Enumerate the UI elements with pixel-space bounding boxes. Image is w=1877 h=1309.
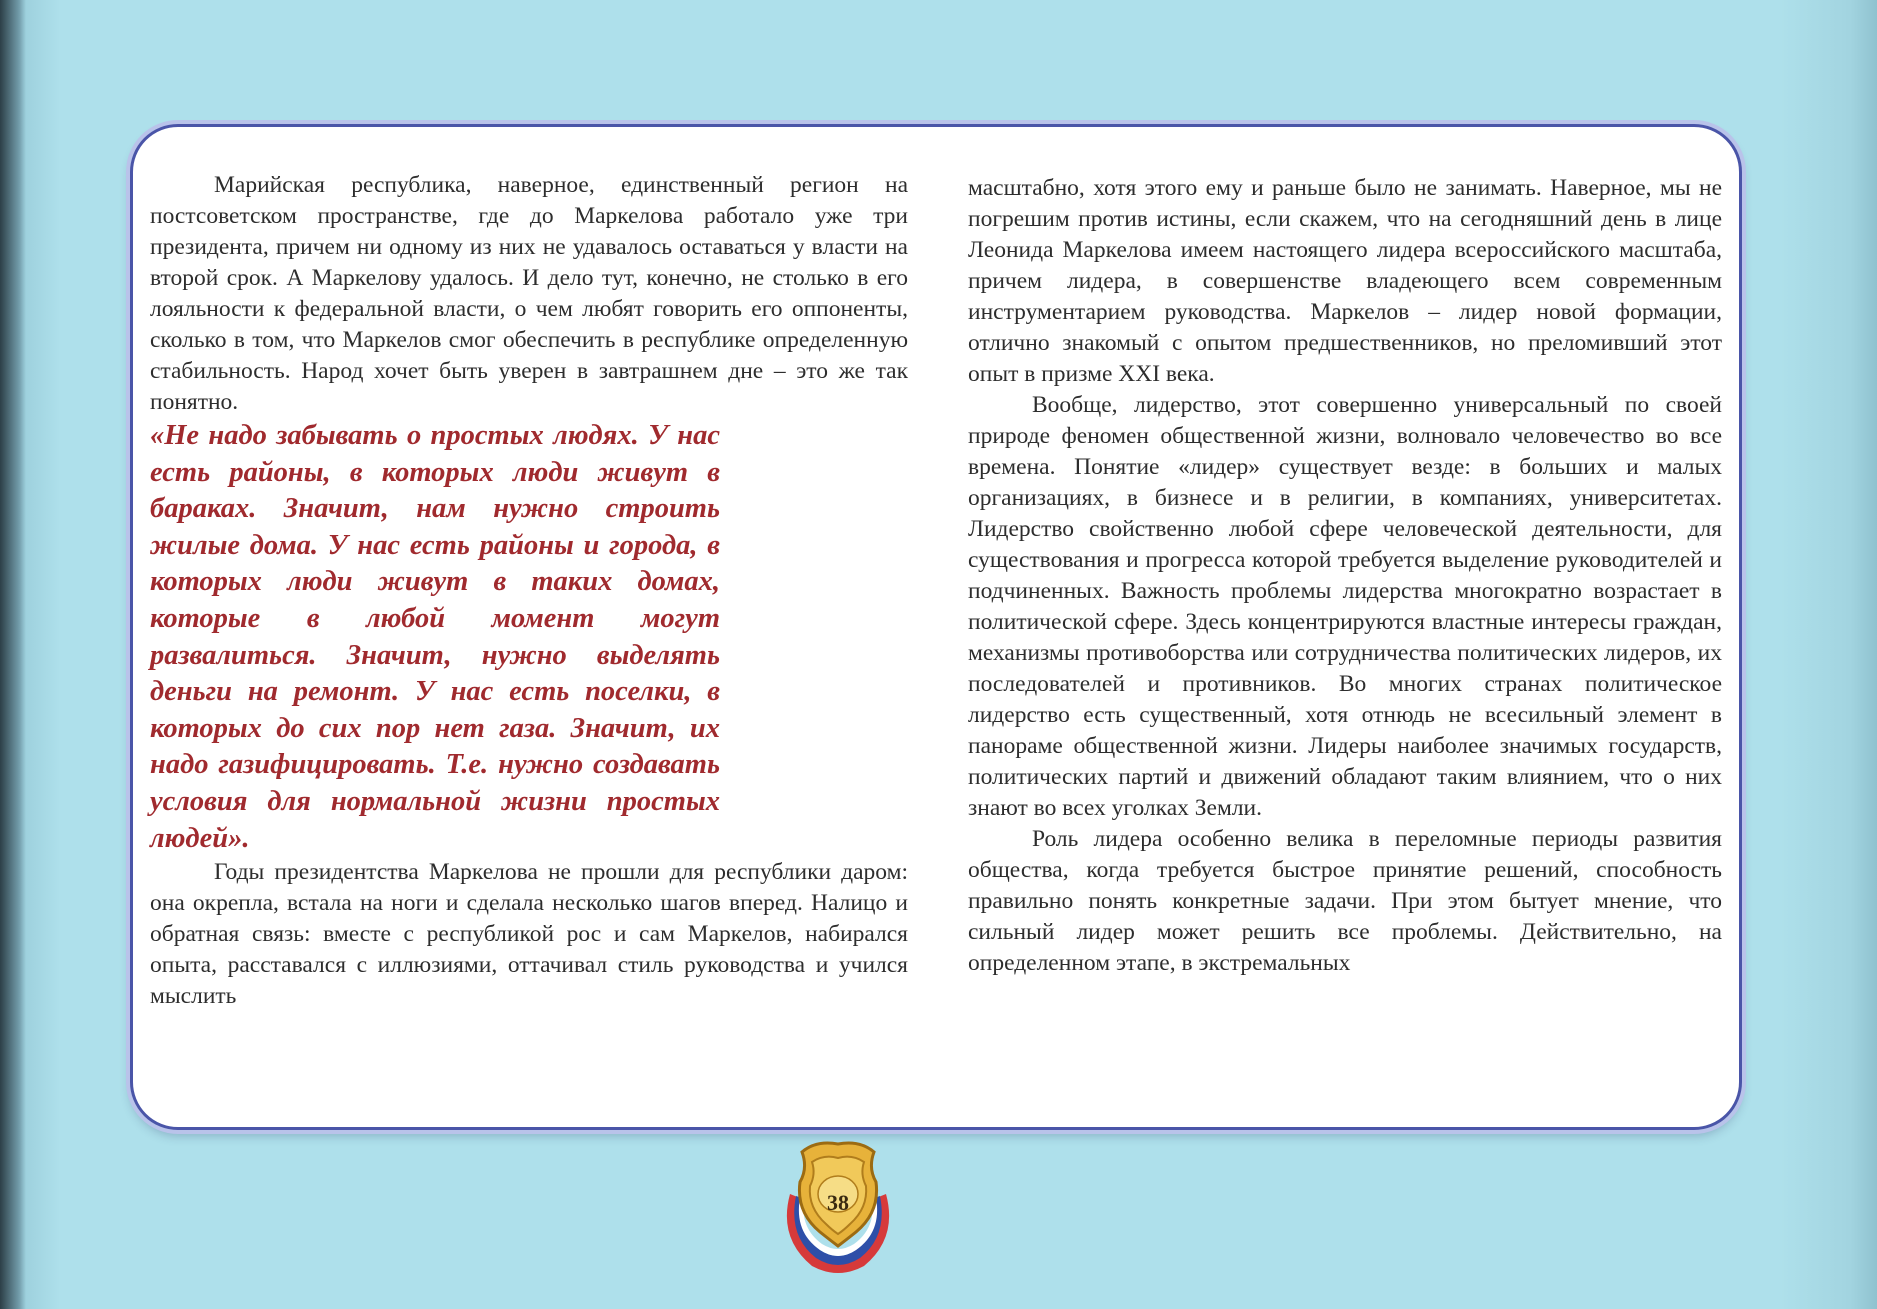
right-paragraph-2: Вообще, лидерство, этот совершенно универсальный по своей природе феномен общественной жизни, волновало человечество во все времена. Понятие «лидер» существует везде: в больших и малых организациях, в бизнесе и в религии, в компаниях, университетах. Лидерство свойственно любой сфере человеческой деятельности, для существования и прогресса которой требуется выделение руководителей и подчиненных. Важность проблемы лидерства многократно возрастает в политической сфере. Здесь концентрируются властные интересы граждан, механизмы противоборства или сотрудничества политических лидеров, их последователей и противников. Во многих странах политическое лидерство есть существенный, хотя отнюдь не всесильный элемент в панораме общественной жизни. Лидеры наиболее значимых государств, политических партий и движений обладают таким влиянием, что о них знают во всех уголках Земли. bbox=[968, 392, 1722, 821]
right-column bbox=[968, 173, 1722, 979]
left-paragraph-1: Марийская республика, наверное, единственный регион на постсоветском пространстве, где до Маркелова работало уже три президента, причем ни одному из них не удавалось оставаться у власти на второй срок. А Маркелову удалось. И дело тут, конечно, не столько в его лояльности к федеральной власти, о чем любят говорить его оппоненты, сколько в том, что Маркелов смог обеспечить в республике определенную стабильность. Народ хочет быть уверен в завтрашнем дне – это же так понятно. bbox=[150, 172, 908, 415]
page-number: 38 bbox=[827, 1190, 849, 1215]
left-column bbox=[150, 170, 908, 1012]
markelov-quote: «Не надо забывать о простых людях. У нас есть районы, в которых люди живут в бараках. Значит, нам нужно строить жилые дома. У нас есть районы и города, в которых люди живут в таких домах, которые в любой момент могут развалиться. Значит, нужно выделять деньги на ремонт. У нас есть поселки, в которых до сих пор нет газа. Значит, их надо газифицировать. Т.е. нужно создавать условия для нормальной жизни простых людей». bbox=[150, 420, 720, 854]
right-paragraph-3: Роль лидера особенно велика в переломные периоды развития общества, когда требуется быстрое принятие решений, способность правильно понять конкретные задачи. При этом бытует мнение, что сильный лидер может решить все проблемы. Действительно, на определенном этапе, в экстремальных bbox=[968, 826, 1722, 976]
book-binding-shadow bbox=[0, 0, 26, 1309]
right-paragraph-1: масштабно, хотя этого ему и раньше было не занимать. Наверное, мы не погрешим против истины, если скажем, что на сегодняшний день в лице Леонида Маркелова имеем настоящего лидера всероссийского масштаба, причем лидера, в совершенстве владеющего всем современным инструментарием руководства. Маркелов – лидер новой формации, отлично знакомый с опытом предшественников, но преломивший этот опыт в призме XXI века. bbox=[968, 175, 1722, 387]
left-paragraph-2: Годы президентства Маркелова не прошли для республики даром: она окрепла, встала на ноги и сделала несколько шагов вперед. Налицо и обратная связь: вместе с республикой рос и сам Маркелов, набирался опыта, расставался с иллюзиями, оттачивал стиль руководства и учился мыслить bbox=[150, 859, 908, 1010]
